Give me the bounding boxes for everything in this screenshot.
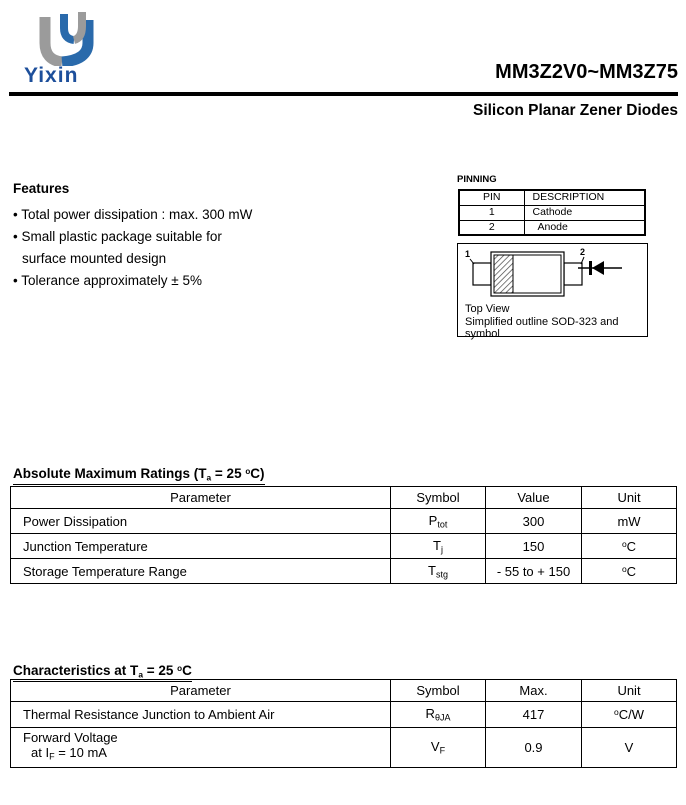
parameter-cell	[11, 728, 391, 768]
absolute-maximum-ratings-heading	[13, 466, 265, 485]
pin-number-cell: 1	[459, 205, 524, 220]
heading-subscript: a	[206, 472, 212, 483]
max-column-header: Max.	[486, 680, 582, 702]
brand-name: Yixin	[24, 64, 79, 87]
symbol-cell: $R_{\theta JA}$	[391, 702, 486, 728]
parameter-cell: Power Dissipation	[11, 509, 391, 534]
package-outline-box	[457, 243, 648, 340]
table-header-row	[11, 680, 677, 702]
pin-description-cell: Anode	[524, 220, 645, 235]
symbol-cell: $V_F$	[391, 728, 486, 768]
parameter-condition-line: at $I_F = 10$ mA	[31, 745, 107, 762]
table-row	[11, 509, 677, 534]
features-title: Features	[13, 181, 70, 196]
description-column-header: DESCRIPTION	[524, 190, 645, 205]
table-row	[11, 702, 677, 728]
part-number-title: MM3Z2V0~MM3Z75	[495, 61, 678, 83]
table-row	[11, 728, 677, 768]
pinning-header-row	[459, 190, 645, 205]
unit-cell: V	[582, 728, 677, 768]
pin-description-cell: Cathode	[524, 205, 645, 220]
table-row	[459, 205, 645, 220]
unit-column-header: Unit	[582, 487, 677, 509]
feature-line-continuation: surface mounted design	[22, 251, 167, 266]
pin2-label: 2	[580, 247, 586, 257]
top-view-caption: Top View	[465, 303, 510, 315]
document-subtitle: Silicon Planar Zener Diodes	[472, 102, 678, 119]
heading-text: Absolute Maximum Ratings (T	[13, 466, 207, 481]
parameter-line: Forward Voltage	[23, 730, 118, 746]
pinning-table	[458, 189, 646, 236]
features-section	[13, 181, 343, 292]
value-column-header: Value	[486, 487, 582, 509]
symbol-column-header: Symbol	[391, 487, 486, 509]
parameter-cell: Thermal Resistance Junction to Ambient Air	[11, 702, 391, 728]
outline-caption: Simplified outline SOD-323 and symbol	[465, 316, 619, 340]
zener-diode-symbol-icon	[578, 261, 622, 275]
table-row	[11, 534, 677, 559]
symbol-cell: $P_{tot}$	[391, 509, 486, 534]
table-header-row	[11, 487, 677, 509]
parameter-cell: Storage Temperature Range	[11, 559, 391, 584]
feature-line: • Small plastic package suitable for	[13, 229, 222, 244]
parameter-cell: Junction Temperature	[11, 534, 391, 559]
brand-logo	[24, 8, 134, 90]
unit-column-header: Unit	[582, 680, 677, 702]
table-row	[11, 559, 677, 584]
degree-superscript: o	[245, 466, 251, 476]
unit-cell: mW	[582, 509, 677, 534]
pinning-section-title: PINNING	[457, 174, 497, 185]
heading-text: = 25	[142, 663, 178, 678]
feature-line: • Tolerance approximately ± 5%	[13, 273, 202, 288]
unit-cell: $^o$C/W	[582, 702, 677, 728]
table-row	[459, 220, 645, 235]
unit-cell: $^o$C	[582, 559, 677, 584]
heading-text: = 25	[211, 466, 246, 481]
header-rule	[9, 92, 678, 96]
pin1-label: 1	[465, 249, 471, 259]
heading-text: C	[182, 663, 192, 678]
symbol-column-header: Symbol	[391, 680, 486, 702]
symbol-cell: $T_j$	[391, 534, 486, 559]
yixin-u-logo-icon	[36, 10, 100, 66]
pin-column-header: PIN	[459, 190, 524, 205]
absolute-maximum-ratings-table	[10, 486, 677, 584]
characteristics-table	[10, 679, 677, 768]
heading-subscript: a	[138, 669, 143, 680]
feature-line: • Total power dissipation : max. 300 mW	[13, 207, 253, 222]
parameter-column-header: Parameter	[11, 680, 391, 702]
heading-text: Characteristics at T	[13, 663, 139, 678]
pin-number-cell: 2	[459, 220, 524, 235]
parameter-column-header: Parameter	[11, 487, 391, 509]
symbol-cell: $T_{stg}$	[391, 559, 486, 584]
value-cell: 300	[486, 509, 582, 534]
value-cell: 417	[486, 702, 582, 728]
value-cell: 0.9	[486, 728, 582, 768]
degree-superscript: o	[177, 663, 183, 673]
value-cell: 150	[486, 534, 582, 559]
heading-text: C)	[250, 466, 265, 481]
unit-cell: $^o$C	[582, 534, 677, 559]
value-cell: - 55 to + 150	[486, 559, 582, 584]
